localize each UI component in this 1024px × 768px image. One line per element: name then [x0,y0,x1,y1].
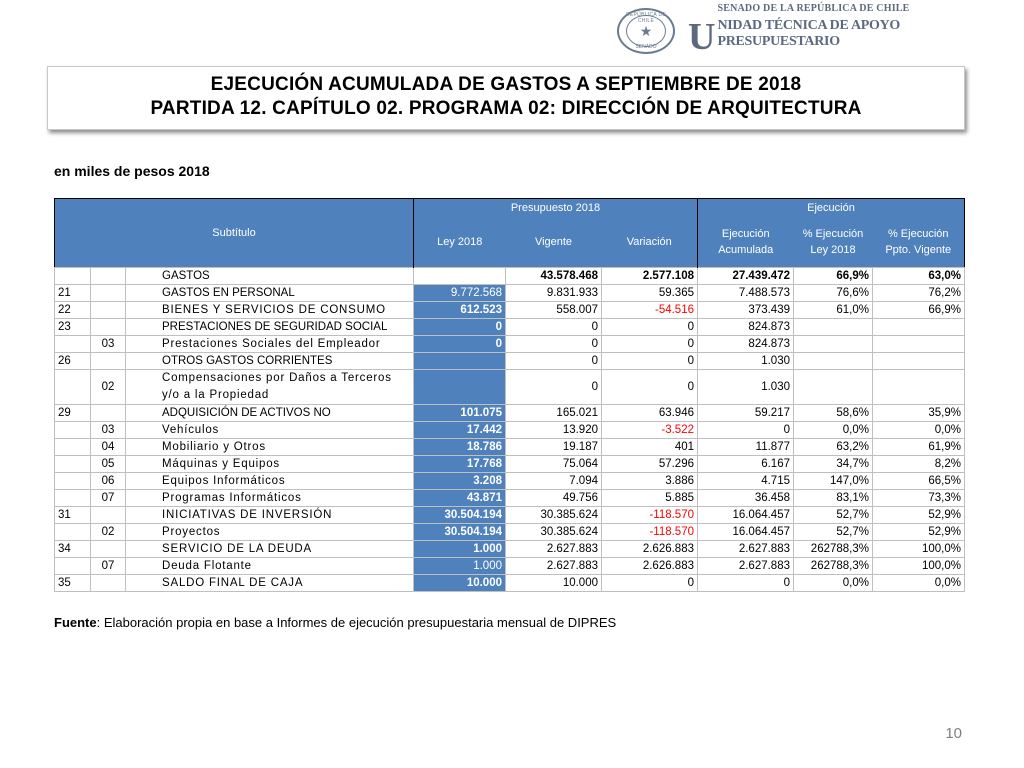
table-row [55,336,965,353]
table-body [55,268,965,592]
cell-name: Prestaciones Sociales del Empleador [126,336,414,353]
table-row [55,319,965,336]
cell-vigente: 49.756 [506,490,602,507]
header-ley: Ley 2018 [414,217,506,268]
table-row [55,268,965,285]
cell-ejecucion: 2.627.883 [698,558,794,575]
cell-ejecucion: 824.873 [698,336,794,353]
cell-ejecucion: 0 [698,575,794,592]
cell-pct-ley: 76,6% [794,285,873,302]
cell-name: Máquinas y Equipos [126,456,414,473]
header-variacion: Variación [602,217,698,268]
cell-name: OTROS GASTOS CORRIENTES [126,353,414,370]
cell-pct-ley: 58,6% [794,405,873,422]
cell-item [91,319,126,336]
cell-subtitulo [55,336,91,353]
cell-pct-ley: 147,0% [794,473,873,490]
cell-pct-ley: 34,7% [794,456,873,473]
cell-item: 07 [91,558,126,575]
cell-vigente: 9.831.933 [506,285,602,302]
cell-variacion: 0 [602,319,698,336]
table-row [55,541,965,558]
cell-pct-ley: 262788,3% [794,541,873,558]
source-text: : Elaboración propia en base a Informes de ejecución presupuestaria mensual de DIPRES [96,615,617,630]
cell-vigente: 43.578.468 [506,268,602,285]
header-ejec-acumulada-2: Acumulada [718,244,774,256]
header-pct-ley [794,217,873,268]
cell-item [91,507,126,524]
cell-variacion: 57.296 [602,456,698,473]
cell-subtitulo [55,524,91,541]
cell-pct-ley: 52,7% [794,524,873,541]
table-row [55,439,965,456]
page-number: 10 [945,725,962,742]
cell-name: Mobiliario y Otros [126,439,414,456]
table-row [55,507,965,524]
cell-item: 04 [91,439,126,456]
cell-variacion: 401 [602,439,698,456]
cell-vigente: 13.920 [506,422,602,439]
cell-pct-vigente: 35,9% [873,405,965,422]
cell-pct-vigente: 66,9% [873,302,965,319]
cell-variacion: 3.886 [602,473,698,490]
cell-pct-vigente: 66,5% [873,473,965,490]
cell-item [91,353,126,370]
page-subtitle: PARTIDA 12. CAPÍTULO 02. PROGRAMA 02: DIRECCIÓN DE ARQUITECTURA [150,98,862,119]
cell-vigente: 0 [506,370,602,405]
cell-vigente: 0 [506,319,602,336]
cell-item: 06 [91,473,126,490]
table-row [55,456,965,473]
header-vigente: Vigente [506,217,602,268]
cell-vigente: 19.187 [506,439,602,456]
cell-subtitulo: 21 [55,285,91,302]
cell-pct-vigente: 8,2% [873,456,965,473]
cell-name: PRESTACIONES DE SEGURIDAD SOCIAL [126,319,414,336]
cell-pct-vigente: 76,2% [873,285,965,302]
cell-ejecucion: 373.439 [698,302,794,319]
cell-vigente: 7.094 [506,473,602,490]
cell-pct-ley [794,319,873,336]
table-row [55,285,965,302]
table-row [55,490,965,507]
header-ejec-acumulada [698,217,794,268]
cell-pct-vigente: 100,0% [873,558,965,575]
cell-vigente: 0 [506,336,602,353]
cell-variacion: 0 [602,575,698,592]
cell-ley: 17.768 [414,456,506,473]
cell-pct-vigente: 52,9% [873,507,965,524]
cell-subtitulo: 29 [55,405,91,422]
cell-item [91,541,126,558]
cell-variacion: 0 [602,336,698,353]
table-row [55,405,965,422]
header-subtitulo: Subtítulo [55,199,414,268]
cell-pct-ley [794,353,873,370]
cell-pct-ley: 0,0% [794,422,873,439]
cell-name: GASTOS EN PERSONAL [126,285,414,302]
cell-subtitulo: 34 [55,541,91,558]
cell-name: SERVICIO DE LA DEUDA [126,541,414,558]
cell-item: 05 [91,456,126,473]
cell-vigente: 75.064 [506,456,602,473]
table-row [55,558,965,575]
cell-pct-ley: 61,0% [794,302,873,319]
cell-item: 02 [91,370,126,405]
brand-initial: U [688,16,716,58]
budget-table [54,198,965,592]
cell-name: Vehículos [126,422,414,439]
cell-ley: 101.075 [414,405,506,422]
cell-pct-vigente: 52,9% [873,524,965,541]
cell-item [91,575,126,592]
cell-subtitulo [55,490,91,507]
cell-ley: 0 [414,319,506,336]
cell-pct-vigente: 0,0% [873,575,965,592]
cell-variacion: -118.570 [602,524,698,541]
cell-ejecucion: 1.030 [698,370,794,405]
cell-ley: 17.442 [414,422,506,439]
cell-pct-vigente: 100,0% [873,541,965,558]
cell-name: Proyectos [126,524,414,541]
cell-pct-vigente [873,370,965,405]
cell-variacion: 2.626.883 [602,541,698,558]
cell-vigente: 2.627.883 [506,541,602,558]
units-label: en miles de pesos 2018 [54,163,210,179]
cell-ejecucion: 59.217 [698,405,794,422]
cell-item [91,285,126,302]
cell-name: INICIATIVAS DE INVERSIÓN [126,507,414,524]
cell-pct-vigente: 63,0% [873,268,965,285]
senado-seal [617,8,675,54]
cell-vigente: 0 [506,353,602,370]
cell-ejecucion: 4.715 [698,473,794,490]
cell-ejecucion: 1.030 [698,353,794,370]
cell-ley: 30.504.194 [414,507,506,524]
cell-vigente: 10.000 [506,575,602,592]
cell-subtitulo [55,268,91,285]
cell-pct-ley: 83,1% [794,490,873,507]
cell-ley: 30.504.194 [414,524,506,541]
header-pct-vigente-1: % Ejecución [887,228,949,240]
cell-ley: 41.001.360 [414,268,506,285]
cell-pct-vigente: 73,3% [873,490,965,507]
cell-subtitulo [55,370,91,405]
table-row [55,370,965,405]
cell-pct-vigente: 0,0% [873,422,965,439]
table-row [55,353,965,370]
seal-top-text: REPÚBLICA DE CHILE [625,12,666,24]
cell-ejecucion: 824.873 [698,319,794,336]
cell-variacion: 63.946 [602,405,698,422]
cell-ley: 1.000 [414,541,506,558]
seal-bottom-text: SENADO [635,44,657,50]
cell-ley: 3.208 [414,473,506,490]
cell-name: ADQUISICIÓN DE ACTIVOS NO [126,405,414,422]
cell-item [91,302,126,319]
title-box [47,66,965,130]
source-footnote [54,615,616,630]
cell-subtitulo [55,439,91,456]
table-row [55,575,965,592]
cell-ejecucion: 6.167 [698,456,794,473]
cell-vigente: 30.385.624 [506,507,602,524]
cell-ley: 9.772.568 [414,285,506,302]
cell-vigente: 2.627.883 [506,558,602,575]
cell-item [91,405,126,422]
cell-name: GASTOS [126,268,414,285]
cell-pct-ley: 262788,3% [794,558,873,575]
cell-variacion: 5.885 [602,490,698,507]
cell-name: Deuda Flotante [126,558,414,575]
cell-ejecucion: 16.064.457 [698,524,794,541]
cell-name: Equipos Informáticos [126,473,414,490]
cell-variacion: 2.626.883 [602,558,698,575]
source-label: Fuente [54,615,97,630]
cell-item: 07 [91,490,126,507]
cell-variacion: 0 [602,353,698,370]
cell-subtitulo [55,422,91,439]
header-ejecucion: Ejecución [698,199,965,218]
cell-pct-vigente [873,336,965,353]
cell-ejecucion: 36.458 [698,490,794,507]
cell-item [91,268,126,285]
cell-subtitulo [55,456,91,473]
cell-ejecucion: 16.064.457 [698,507,794,524]
cell-item: 03 [91,422,126,439]
cell-variacion: -54.516 [602,302,698,319]
cell-ley: 43.871 [414,490,506,507]
budget-table-wrapper [54,198,965,592]
brand-line-2: NIDAD TÉCNICA DE APOYO PRESUPUESTARIO [717,18,901,49]
cell-pct-ley: 63,2% [794,439,873,456]
cell-ejecucion: 27.439.472 [698,268,794,285]
cell-pct-vigente [873,319,965,336]
cell-subtitulo: 26 [55,353,91,370]
cell-subtitulo: 22 [55,302,91,319]
cell-name: Compensaciones por Daños a Terceros y/o a la Propiedad [126,370,414,405]
cell-ejecucion: 7.488.573 [698,285,794,302]
table-row [55,422,965,439]
cell-ejecucion: 0 [698,422,794,439]
cell-subtitulo [55,558,91,575]
cell-pct-ley: 0,0% [794,575,873,592]
cell-vigente: 558.007 [506,302,602,319]
cell-ley: 10.000 [414,575,506,592]
cell-subtitulo: 35 [55,575,91,592]
cell-pct-ley [794,370,873,405]
cell-subtitulo [55,473,91,490]
table-row [55,524,965,541]
cell-ley [414,370,506,405]
cell-vigente: 165.021 [506,405,602,422]
table-row [55,473,965,490]
cell-variacion: -118.570 [602,507,698,524]
cell-ley: 18.786 [414,439,506,456]
cell-ejecucion: 11.877 [698,439,794,456]
header-pct-ley-1: % Ejecución [802,228,864,240]
shield-icon: ★ [626,15,666,47]
cell-name: Programas Informáticos [126,490,414,507]
cell-ley: 1.000 [414,558,506,575]
cell-ley: 612.523 [414,302,506,319]
cell-variacion: 0 [602,370,698,405]
cell-subtitulo: 23 [55,319,91,336]
header-presupuesto: Presupuesto 2018 [414,199,698,218]
cell-item: 02 [91,524,126,541]
header-pct-ley-2: Ley 2018 [810,244,856,256]
cell-name: BIENES Y SERVICIOS DE CONSUMO [126,302,414,319]
cell-pct-vigente: 61,9% [873,439,965,456]
cell-pct-ley: 66,9% [794,268,873,285]
cell-ejecucion: 2.627.883 [698,541,794,558]
table-row [55,302,965,319]
header-pct-vigente-2: Ppto. Vigente [885,244,952,256]
page-title: EJECUCIÓN ACUMULADA DE GASTOS A SEPTIEMBRE DE 2018 [210,74,802,95]
cell-vigente: 30.385.624 [506,524,602,541]
cell-name: SALDO FINAL DE CAJA [126,575,414,592]
cell-pct-vigente [873,353,965,370]
cell-variacion: 59.365 [602,285,698,302]
cell-ley: 0 [414,336,506,353]
header-pct-vigente [873,217,965,268]
brand-logo [688,3,1024,58]
cell-variacion: 2.577.108 [602,268,698,285]
cell-item: 03 [91,336,126,353]
cell-subtitulo: 31 [55,507,91,524]
cell-variacion: -3.522 [602,422,698,439]
header-ejec-acumulada-1: Ejecución [721,228,770,240]
cell-pct-ley: 52,7% [794,507,873,524]
brand-line-1: SENADO DE LA REPÚBLICA DE CHILE [717,3,910,14]
cell-pct-ley [794,336,873,353]
cell-ley [414,353,506,370]
